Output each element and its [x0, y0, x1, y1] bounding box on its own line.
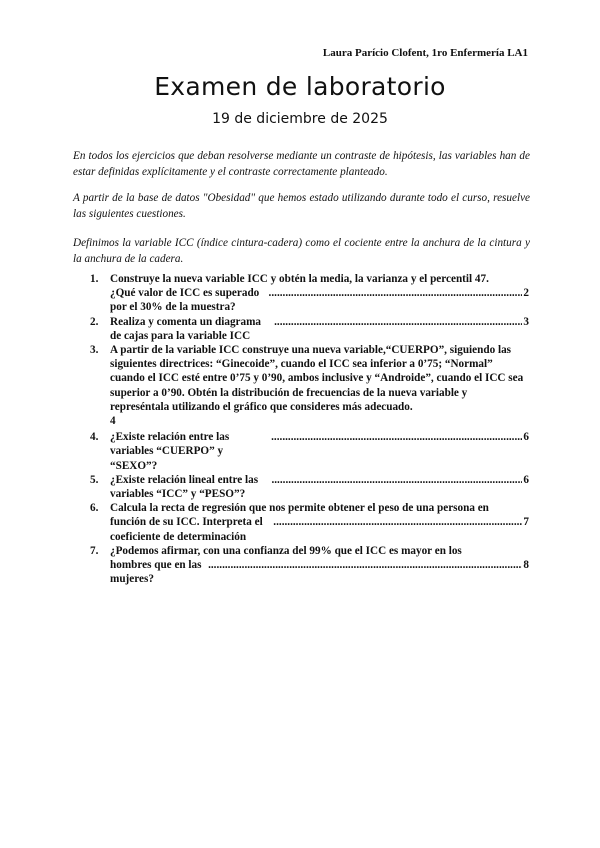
toc-item-5[interactable]	[90, 473, 529, 501]
toc-item-text: Realiza y comenta un diagrama de cajas para la variable ICC	[110, 315, 262, 342]
intro-paragraph-2: A partir de la base de datos "Obesidad" que hemos estado utilizando durante todo el curso, resuelve las siguientes cuestiones.	[73, 192, 530, 220]
toc-item-number: 7.	[90, 544, 99, 557]
toc-page-number: 3	[523, 315, 529, 328]
intro-paragraph-1: En todos los ejercicios que deban resolverse mediante un contraste de hipótesis, las variables han de estar definidas explícitamente y el contraste correctamente planteado.	[73, 150, 530, 178]
toc-item-text: ¿Existe relación lineal entre las variables “ICC” y “PESO”?	[110, 473, 259, 501]
toc-item-text: función de su ICC. Interpreta el coeficiente de determinación	[110, 516, 263, 543]
toc-page-number: 6	[523, 473, 529, 486]
toc-item-3[interactable]	[90, 343, 529, 430]
toc-page-number: 7	[523, 516, 529, 529]
toc-dot-leader	[269, 286, 523, 300]
document-title: Examen de laboratorio	[154, 72, 446, 101]
toc-item-1[interactable]	[90, 272, 529, 315]
toc-item-text: ¿Existe relación entre las variables “CUERPO” y “SEXO”?	[110, 431, 230, 472]
toc-item-text: Construye la nueva variable ICC y obtén la media, la varianza y el percentil 47.	[110, 273, 489, 285]
toc-item-text: A partir de la variable ICC construye una nueva variable,“CUERPO”, siguiendo las siguientes directrices: “Ginecoide”, cuando el ICC sea inferior a 0’75; “Normal” cuando el ICC esté entre 0’75 y 0’90, ambos inclusive y “Androide”, cuando el ICC sea superior a 0’90. Obtén la distribución de frecuencias de la nueva variable y represéntala utilizando el gráfico que consideres más adecuado.	[110, 344, 524, 413]
toc-item-number: 4.	[90, 431, 99, 444]
toc-item-number: 3.	[90, 344, 99, 357]
toc-page-number: 2	[523, 287, 529, 300]
intro-paragraph-3: Definimos la variable ICC (índice cintura-cadera) como el cociente entre la anchura de la cintura y la anchura de la cadera.	[73, 237, 530, 265]
toc-item-6[interactable]	[90, 501, 529, 544]
toc-item-text: ¿Qué valor de ICC es superado por el 30% de la muestra?	[110, 287, 260, 314]
toc-item-2[interactable]	[90, 315, 529, 343]
table-of-contents	[90, 272, 529, 586]
toc-item-text: ¿Podemos afirmar, con una confianza del 99% que el ICC es mayor en los	[110, 544, 462, 557]
toc-item-text: hombres que en las mujeres?	[110, 559, 202, 586]
toc-dot-leader	[271, 473, 522, 487]
toc-page-number: 4	[110, 415, 116, 428]
toc-dot-leader	[273, 515, 522, 529]
toc-item-4[interactable]	[90, 430, 529, 473]
toc-item-number: 1.	[90, 273, 99, 285]
document-date: 19 de diciembre de 2025	[212, 111, 388, 127]
toc-page-number: 8	[523, 559, 529, 572]
toc-dot-leader	[208, 558, 522, 572]
toc-page-number: 6	[523, 431, 529, 444]
toc-item-number: 6.	[90, 502, 99, 515]
toc-item-number: 2.	[90, 315, 99, 328]
toc-dot-leader	[274, 315, 522, 329]
toc-dot-leader	[271, 430, 522, 444]
toc-item-text: Calcula la recta de regresión que nos permite obtener el peso de una persona en	[110, 502, 489, 515]
toc-item-7[interactable]	[90, 544, 529, 587]
toc-item-number: 5.	[90, 473, 99, 486]
author-header: Laura Parício Clofent, 1ro Enfermería LA1	[322, 47, 528, 59]
